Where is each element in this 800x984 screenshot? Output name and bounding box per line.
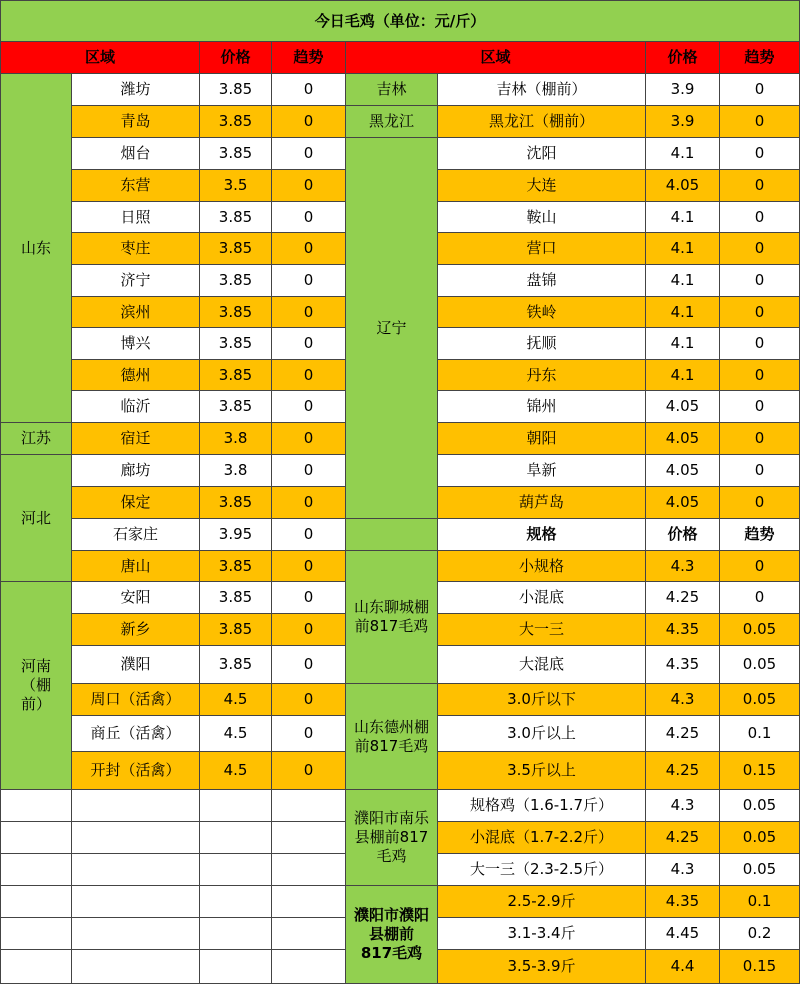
group-heilongjiang: 黑龙江	[346, 106, 438, 138]
right-price-cell: 4.1	[646, 265, 720, 297]
right-name-cell: 吉林（棚前）	[438, 74, 646, 106]
right-trend-cell: 0	[720, 551, 800, 582]
right-trend-cell: 趋势	[720, 519, 800, 551]
left-city-cell: 烟台	[72, 138, 200, 170]
left-price-cell: 3.85	[200, 391, 272, 423]
left-price-cell: 3.85	[200, 233, 272, 265]
left-trend-cell: 0	[272, 519, 346, 551]
right-price-cell: 4.05	[646, 170, 720, 202]
right-price-cell: 4.35	[646, 614, 720, 646]
left-trend-cell: 0	[272, 328, 346, 360]
empty-cell	[72, 886, 200, 918]
right-price-cell: 3.9	[646, 106, 720, 138]
left-city-cell: 东营	[72, 170, 200, 202]
left-price-cell: 3.85	[200, 487, 272, 519]
right-price-cell: 4.1	[646, 297, 720, 328]
right-trend-cell: 0	[720, 265, 800, 297]
left-price-cell: 3.85	[200, 614, 272, 646]
empty-cell	[72, 950, 200, 984]
group-liaoning: 辽宁	[346, 138, 438, 519]
right-price-cell: 4.35	[646, 886, 720, 918]
right-price-cell: 4.25	[646, 716, 720, 752]
empty-cell	[200, 886, 272, 918]
right-name-cell: 黑龙江（棚前）	[438, 106, 646, 138]
left-price-cell: 3.95	[200, 519, 272, 551]
right-price-cell: 4.1	[646, 138, 720, 170]
empty-cell	[0, 950, 72, 984]
right-trend-cell: 0	[720, 106, 800, 138]
right-trend-cell: 0	[720, 74, 800, 106]
left-price-cell: 3.85	[200, 265, 272, 297]
right-price-cell: 4.25	[646, 822, 720, 854]
right-price-cell: 4.05	[646, 487, 720, 519]
left-city-cell: 德州	[72, 360, 200, 391]
right-trend-cell: 0	[720, 138, 800, 170]
left-city-cell: 青岛	[72, 106, 200, 138]
empty-cell	[272, 854, 346, 886]
right-name-cell: 铁岭	[438, 297, 646, 328]
left-city-cell: 滨州	[72, 297, 200, 328]
right-name-cell: 规格鸡（1.6-1.7斤）	[438, 790, 646, 822]
right-name-cell: 营口	[438, 233, 646, 265]
right-name-cell: 3.0斤以下	[438, 684, 646, 716]
empty-cell	[0, 918, 72, 950]
left-trend-cell: 0	[272, 752, 346, 790]
left-trend-cell: 0	[272, 391, 346, 423]
province-jiangsu: 江苏	[0, 423, 72, 455]
header-region-left: 区域	[0, 42, 200, 74]
left-trend-cell: 0	[272, 716, 346, 752]
left-trend-cell: 0	[272, 265, 346, 297]
empty-cell	[272, 790, 346, 822]
left-city-cell: 潍坊	[72, 74, 200, 106]
right-price-cell: 4.05	[646, 455, 720, 487]
left-trend-cell: 0	[272, 551, 346, 582]
empty-cell	[272, 950, 346, 984]
left-city-cell: 日照	[72, 202, 200, 233]
right-name-cell: 2.5-2.9斤	[438, 886, 646, 918]
group-liaocheng: 山东聊城棚前817毛鸡	[346, 551, 438, 684]
left-trend-cell: 0	[272, 202, 346, 233]
left-trend-cell: 0	[272, 233, 346, 265]
province-henan: 河南（棚前）	[0, 582, 72, 790]
left-city-cell: 保定	[72, 487, 200, 519]
right-trend-cell: 0.05	[720, 822, 800, 854]
province-hebei: 河北	[0, 455, 72, 582]
left-trend-cell: 0	[272, 614, 346, 646]
left-price-cell: 3.85	[200, 297, 272, 328]
left-price-cell: 3.85	[200, 360, 272, 391]
empty-cell	[200, 918, 272, 950]
right-price-cell: 4.3	[646, 551, 720, 582]
left-price-cell: 3.85	[200, 551, 272, 582]
right-price-cell: 4.1	[646, 328, 720, 360]
left-trend-cell: 0	[272, 582, 346, 614]
right-price-cell: 4.3	[646, 684, 720, 716]
right-price-cell: 4.25	[646, 752, 720, 790]
left-trend-cell: 0	[272, 684, 346, 716]
empty-cell	[72, 918, 200, 950]
left-city-cell: 安阳	[72, 582, 200, 614]
empty-cell	[0, 886, 72, 918]
right-trend-cell: 0	[720, 233, 800, 265]
right-price-cell: 4.35	[646, 646, 720, 684]
right-trend-cell: 0	[720, 328, 800, 360]
header-price-left: 价格	[200, 42, 272, 74]
left-trend-cell: 0	[272, 455, 346, 487]
right-name-cell: 3.1-3.4斤	[438, 918, 646, 950]
group-dezhou: 山东德州棚前817毛鸡	[346, 684, 438, 790]
right-price-cell: 4.1	[646, 233, 720, 265]
left-city-cell: 济宁	[72, 265, 200, 297]
right-trend-cell: 0	[720, 297, 800, 328]
empty-cell	[200, 854, 272, 886]
left-trend-cell: 0	[272, 170, 346, 202]
header-price-right: 价格	[646, 42, 720, 74]
right-price-cell: 4.1	[646, 360, 720, 391]
right-trend-cell: 0.15	[720, 752, 800, 790]
right-trend-cell: 0.05	[720, 614, 800, 646]
left-price-cell: 3.5	[200, 170, 272, 202]
empty-cell	[272, 918, 346, 950]
left-trend-cell: 0	[272, 487, 346, 519]
right-name-cell: 沈阳	[438, 138, 646, 170]
right-name-cell: 3.5斤以上	[438, 752, 646, 790]
left-city-cell: 临沂	[72, 391, 200, 423]
right-name-cell: 大连	[438, 170, 646, 202]
right-trend-cell: 0.2	[720, 918, 800, 950]
empty-cell	[72, 822, 200, 854]
right-price-cell: 4.3	[646, 790, 720, 822]
right-name-cell: 葫芦岛	[438, 487, 646, 519]
province-shandong: 山东	[0, 74, 72, 423]
right-trend-cell: 0	[720, 170, 800, 202]
empty-cell	[0, 790, 72, 822]
right-name-cell: 朝阳	[438, 423, 646, 455]
empty-cell	[200, 790, 272, 822]
left-price-cell: 4.5	[200, 716, 272, 752]
left-city-cell: 博兴	[72, 328, 200, 360]
right-trend-cell: 0	[720, 391, 800, 423]
right-name-cell: 鞍山	[438, 202, 646, 233]
left-price-cell: 3.8	[200, 455, 272, 487]
right-price-cell: 价格	[646, 519, 720, 551]
left-city-cell: 开封（活禽）	[72, 752, 200, 790]
left-trend-cell: 0	[272, 138, 346, 170]
left-price-cell: 3.85	[200, 74, 272, 106]
left-city-cell: 周口（活禽）	[72, 684, 200, 716]
right-name-cell: 小混底	[438, 582, 646, 614]
right-price-cell: 4.05	[646, 391, 720, 423]
left-price-cell: 3.85	[200, 582, 272, 614]
right-name-cell: 3.5-3.9斤	[438, 950, 646, 984]
table-title: 今日毛鸡（单位：元/斤）	[0, 0, 800, 42]
right-name-cell: 大一三（2.3-2.5斤）	[438, 854, 646, 886]
right-trend-cell: 0	[720, 202, 800, 233]
header-trend-left: 趋势	[272, 42, 346, 74]
right-name-cell: 抚顺	[438, 328, 646, 360]
right-trend-cell: 0.05	[720, 790, 800, 822]
left-city-cell: 石家庄	[72, 519, 200, 551]
right-name-cell: 3.0斤以上	[438, 716, 646, 752]
left-trend-cell: 0	[272, 297, 346, 328]
left-city-cell: 商丘（活禽）	[72, 716, 200, 752]
left-trend-cell: 0	[272, 360, 346, 391]
left-price-cell: 3.85	[200, 138, 272, 170]
right-trend-cell: 0.1	[720, 886, 800, 918]
right-trend-cell: 0	[720, 423, 800, 455]
group-jilin: 吉林	[346, 74, 438, 106]
left-price-cell: 3.85	[200, 106, 272, 138]
left-price-cell: 3.85	[200, 328, 272, 360]
empty-cell	[0, 822, 72, 854]
left-price-cell: 4.5	[200, 752, 272, 790]
left-city-cell: 枣庄	[72, 233, 200, 265]
right-price-cell: 4.4	[646, 950, 720, 984]
right-trend-cell: 0	[720, 360, 800, 391]
right-trend-cell: 0.15	[720, 950, 800, 984]
left-price-cell: 3.85	[200, 646, 272, 684]
right-trend-cell: 0.05	[720, 646, 800, 684]
right-price-cell: 4.1	[646, 202, 720, 233]
right-trend-cell: 0	[720, 582, 800, 614]
header-region-right: 区域	[346, 42, 646, 74]
empty-cell	[72, 854, 200, 886]
right-name-cell: 大混底	[438, 646, 646, 684]
left-trend-cell: 0	[272, 646, 346, 684]
left-trend-cell: 0	[272, 106, 346, 138]
empty-cell	[272, 822, 346, 854]
right-price-cell: 3.9	[646, 74, 720, 106]
right-price-cell: 4.45	[646, 918, 720, 950]
empty-cell	[72, 790, 200, 822]
left-price-cell: 3.85	[200, 202, 272, 233]
empty-cell	[200, 950, 272, 984]
left-trend-cell: 0	[272, 74, 346, 106]
right-price-cell: 4.05	[646, 423, 720, 455]
left-trend-cell: 0	[272, 423, 346, 455]
empty-cell	[200, 822, 272, 854]
left-price-cell: 4.5	[200, 684, 272, 716]
right-name-cell: 盘锦	[438, 265, 646, 297]
right-name-cell: 锦州	[438, 391, 646, 423]
right-trend-cell: 0.1	[720, 716, 800, 752]
right-trend-cell: 0	[720, 487, 800, 519]
right-name-cell: 小规格	[438, 551, 646, 582]
right-price-cell: 4.3	[646, 854, 720, 886]
group-nanle: 濮阳市南乐县棚前817毛鸡	[346, 790, 438, 886]
left-city-cell: 宿迁	[72, 423, 200, 455]
right-name-cell: 丹东	[438, 360, 646, 391]
group-puyang: 濮阳市濮阳县棚前817毛鸡	[346, 886, 438, 984]
left-city-cell: 廊坊	[72, 455, 200, 487]
right-name-cell: 大一三	[438, 614, 646, 646]
right-name-cell: 阜新	[438, 455, 646, 487]
left-city-cell: 新乡	[72, 614, 200, 646]
right-name-cell: 小混底（1.7-2.2斤）	[438, 822, 646, 854]
right-trend-cell: 0.05	[720, 684, 800, 716]
group-spec-blank	[346, 519, 438, 551]
empty-cell	[272, 886, 346, 918]
right-trend-cell: 0.05	[720, 854, 800, 886]
left-price-cell: 3.8	[200, 423, 272, 455]
left-city-cell: 濮阳	[72, 646, 200, 684]
left-city-cell: 唐山	[72, 551, 200, 582]
right-trend-cell: 0	[720, 455, 800, 487]
right-name-cell: 规格	[438, 519, 646, 551]
empty-cell	[0, 854, 72, 886]
right-price-cell: 4.25	[646, 582, 720, 614]
header-trend-right: 趋势	[720, 42, 800, 74]
